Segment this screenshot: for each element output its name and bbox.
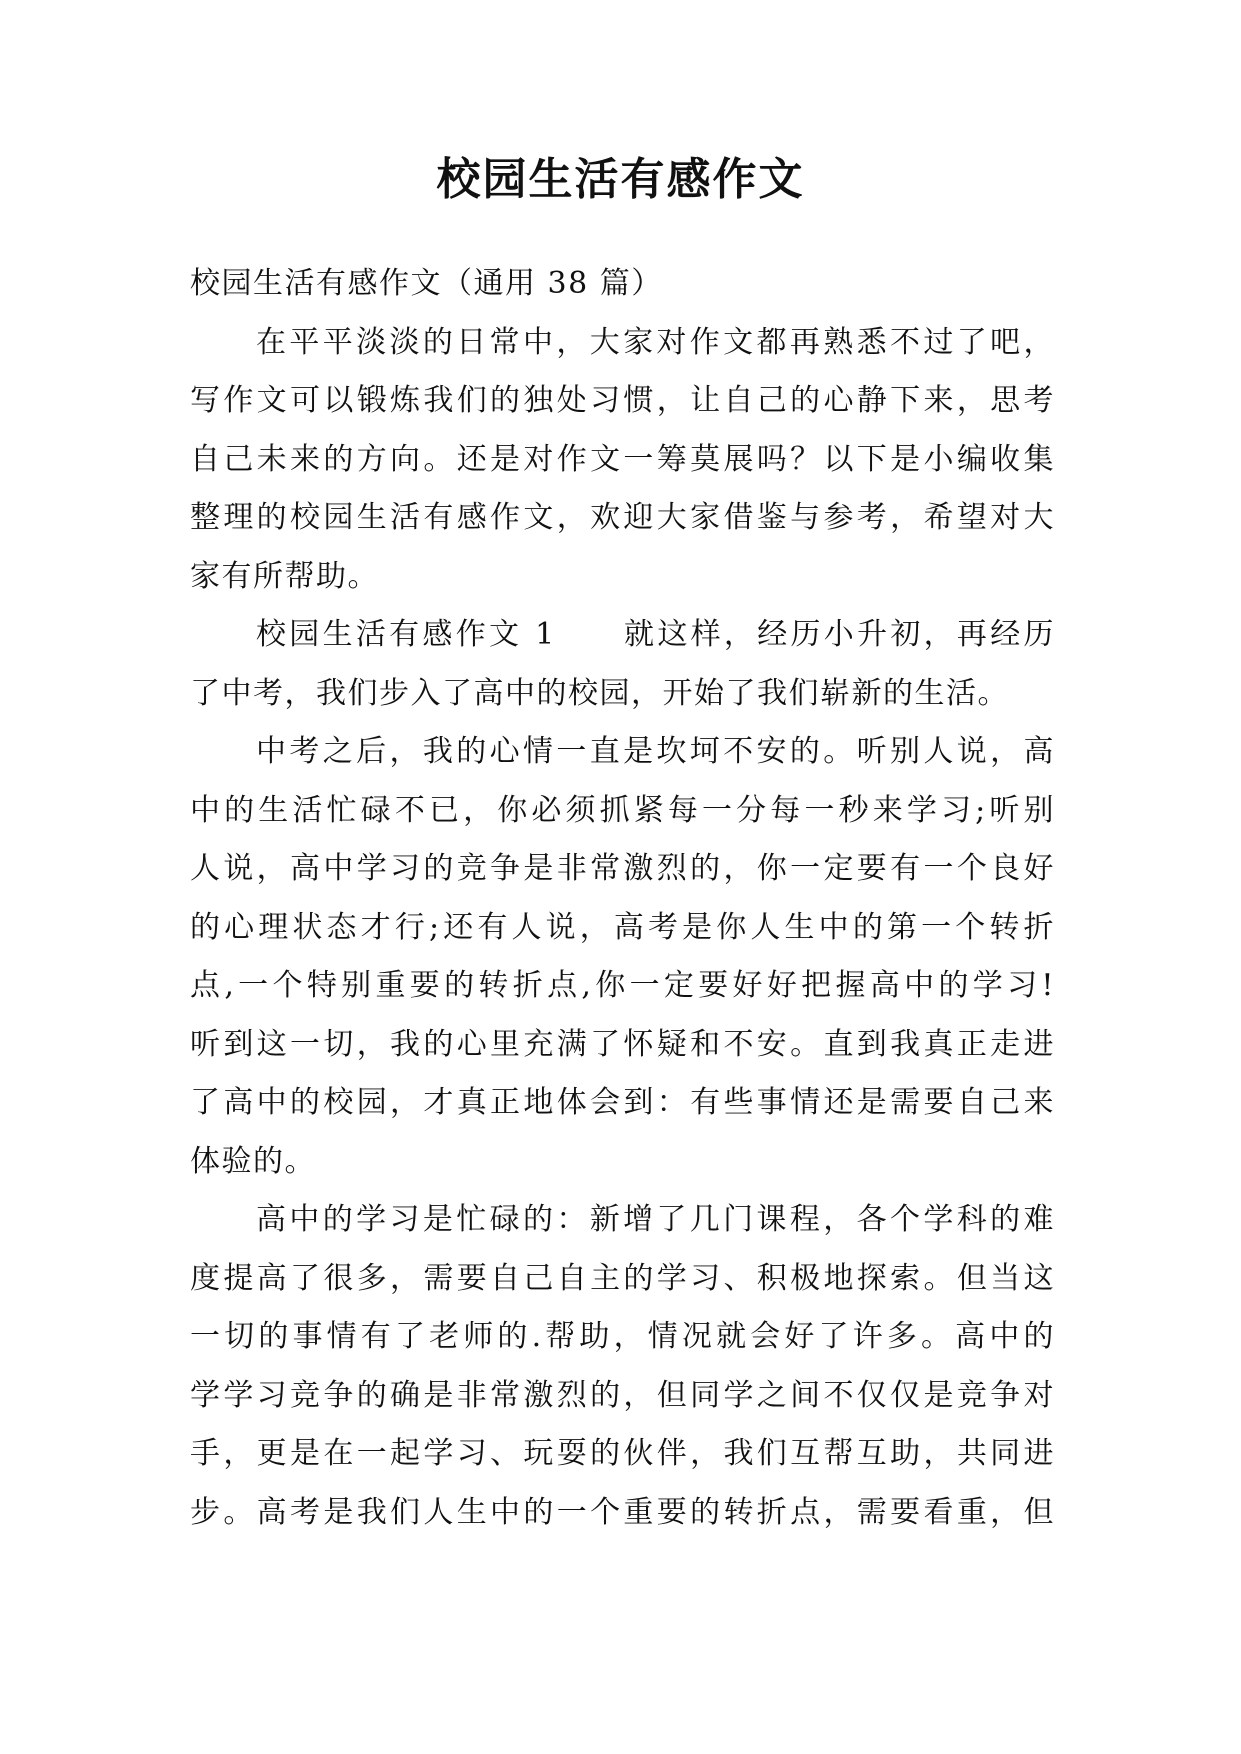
text-line: 写作文可以锻炼我们的独处习惯，让自己的心静下来，思考 bbox=[190, 383, 1055, 418]
text-line: 中的生活忙碌不已，你必须抓紧每一分每一秒来学习;听别 bbox=[190, 792, 1055, 828]
text-line: 自己未来的方向。还是对作文一筹莫展吗？以下是小编收集 bbox=[190, 441, 1055, 477]
text-line: 人说，高中学习的竞争是非常激烈的，你一定要有一个良好 bbox=[190, 851, 1055, 886]
text-line: 度提高了很多，需要自己自主的学习、积极地探索。但当这 bbox=[190, 1260, 1055, 1296]
document-subtitle: 校园生活有感作文（通用 38 篇） bbox=[190, 266, 663, 301]
text-line: 听到这一切，我的心里充满了怀疑和不安。直到我真正走进 bbox=[190, 1026, 1055, 1062]
text-line: 学学习竞争的确是非常激烈的，但同学之间不仅仅是竞争对 bbox=[190, 1377, 1055, 1413]
text-line: 了高中的校园，才真正地体会到：有些事情还是需要自己来 bbox=[190, 1085, 1055, 1120]
text-line: 一切的事情有了老师的.帮助，情况就会好了许多。高中的 bbox=[190, 1319, 1055, 1354]
text-line: 体验的。 bbox=[190, 1143, 316, 1179]
text-line: 的心理状态才行;还有人说，高考是你人生中的第一个转折 bbox=[190, 909, 1055, 945]
text-line: 家有所帮助。 bbox=[190, 558, 379, 594]
text-line: 点,一个特别重要的转折点,你一定要好好把握高中的学习! bbox=[190, 968, 1055, 1003]
text-line: 在平平淡淡的日常中，大家对作文都再熟悉不过了吧， bbox=[256, 324, 1055, 360]
document-title: 校园生活有感作文 bbox=[436, 154, 805, 205]
text-line: 手，更是在一起学习、玩耍的伙伴，我们互帮互助，共同进 bbox=[190, 1436, 1055, 1471]
text-line: 高中的学习是忙碌的：新增了几门课程，各个学科的难 bbox=[256, 1202, 1055, 1237]
text-line: 校园生活有感作文 1 就这样，经历小升初，再经历 bbox=[256, 617, 1055, 652]
text-line: 了中考，我们步入了高中的校园，开始了我们崭新的生活。 bbox=[190, 675, 1009, 711]
paragraph-lines bbox=[190, 314, 1055, 1543]
text-line: 中考之后，我的心情一直是坎坷不安的。听别人说，高 bbox=[256, 734, 1055, 769]
text-line: 步。高考是我们人生中的一个重要的转折点，需要看重，但 bbox=[190, 1494, 1055, 1530]
document-body bbox=[190, 255, 1055, 1542]
text-line: 整理的校园生活有感作文，欢迎大家借鉴与参考，希望对大 bbox=[190, 500, 1055, 535]
